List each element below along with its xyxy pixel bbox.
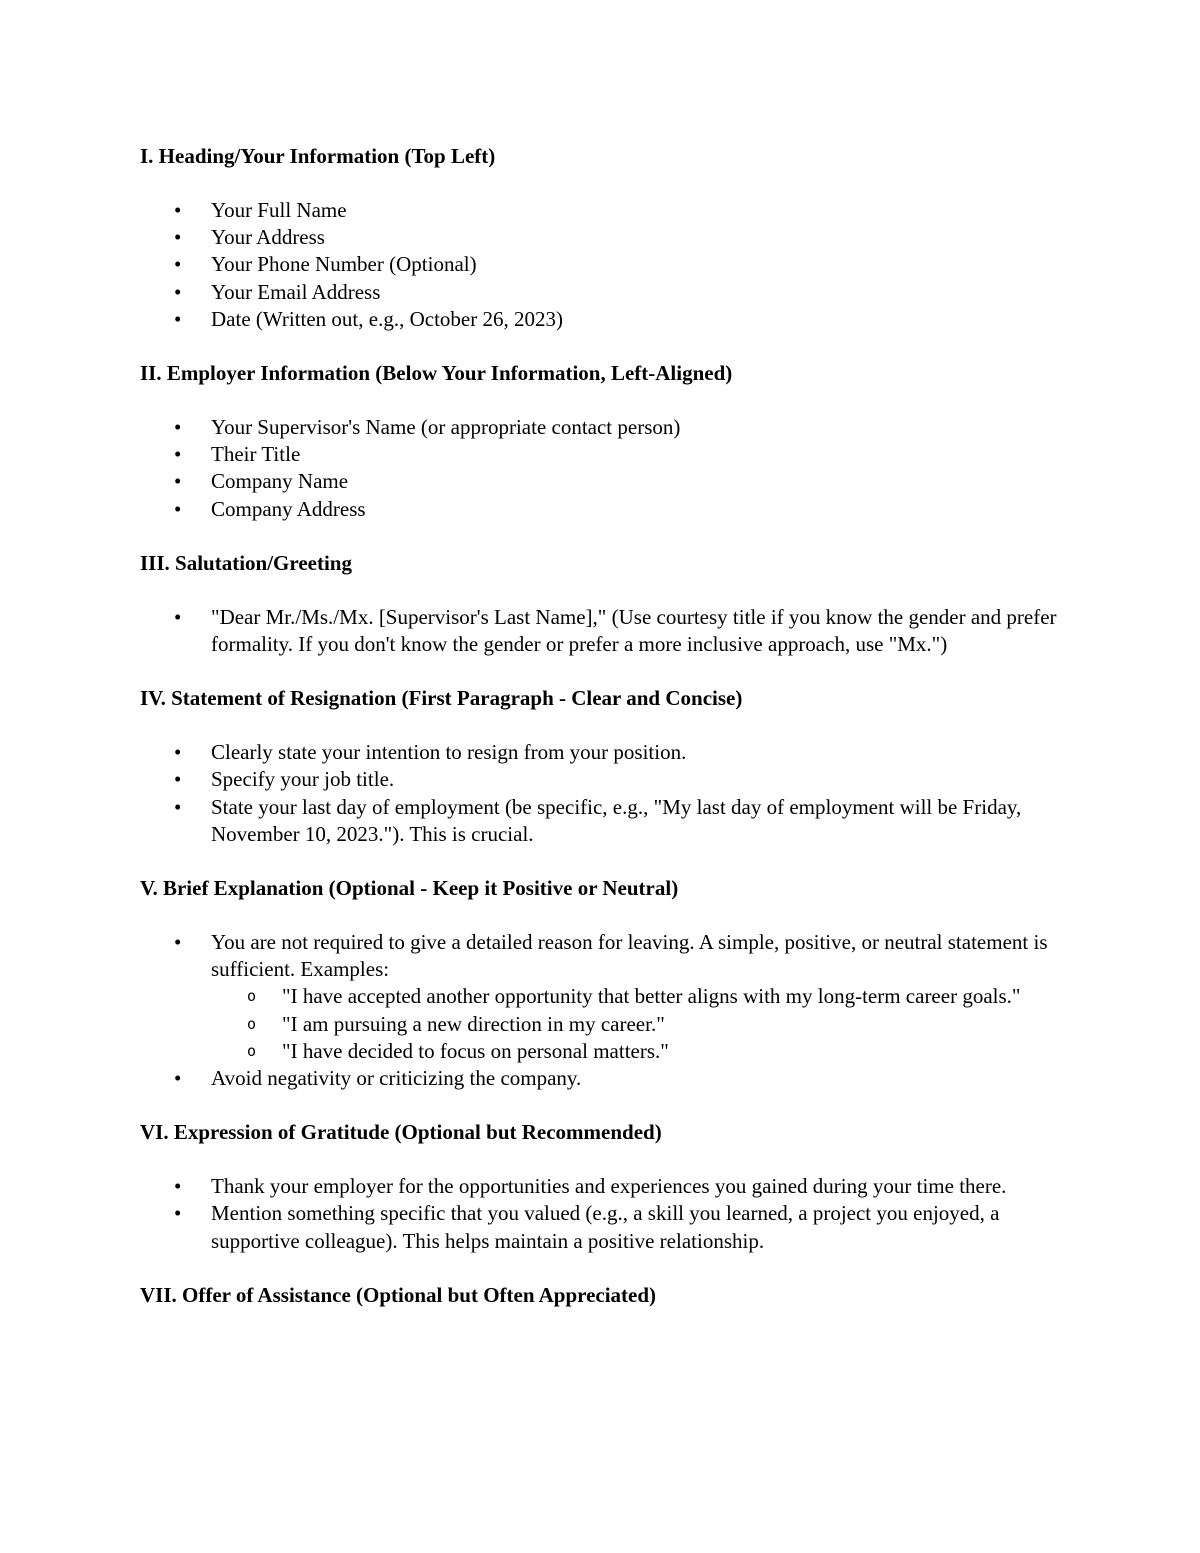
section-title: V. Brief Explanation (Optional - Keep it Positive or Neutral) — [140, 876, 679, 901]
sub-list-item: o "I am pursuing a new direction in my career." — [211, 1011, 1070, 1038]
list-item: • Company Name — [140, 468, 1070, 495]
list-item: • Your Full Name — [140, 197, 1070, 224]
section-brief-explanation — [140, 875, 1070, 1092]
sub-bullet-list — [211, 983, 1070, 1065]
list-item: • Thank your employer for the opportunities and experiences you gained during your time there. — [140, 1173, 1070, 1200]
bullet-list — [140, 604, 1070, 658]
list-item: • Date (Written out, e.g., October 26, 2023) — [140, 306, 1070, 333]
section-statement-of-resignation — [140, 685, 1070, 848]
list-item: • Your Address — [140, 224, 1070, 251]
section-title: VII. Offer of Assistance (Optional but Often Appreciated) — [140, 1282, 657, 1307]
list-item: • "Dear Mr./Ms./Mx. [Supervisor's Last Name]," (Use courtesy title if you know the gender and prefer formality. If you don't know the gender or prefer a more inclusive approach, use "Mx.") — [140, 604, 1070, 658]
bullet-list — [140, 197, 1070, 333]
section-employer-info — [140, 360, 1070, 523]
section-heading-info — [140, 143, 1070, 333]
sub-list-item: o "I have accepted another opportunity that better aligns with my long-term career goals." — [211, 983, 1070, 1010]
document-page — [140, 143, 1070, 1336]
section-salutation — [140, 550, 1070, 658]
bullet-list — [140, 1173, 1070, 1255]
bullet-list — [140, 414, 1070, 523]
bullet-list — [140, 739, 1070, 848]
bullet-list — [140, 929, 1070, 1092]
section-title: II. Employer Information (Below Your Information, Left-Aligned) — [140, 361, 733, 386]
section-title: III. Salutation/Greeting — [140, 550, 352, 575]
list-item: • Their Title — [140, 441, 1070, 468]
list-item: • State your last day of employment (be specific, e.g., "My last day of employment will be Friday, November 10, 2023."). This is crucial. — [140, 794, 1070, 848]
section-title: I. Heading/Your Information (Top Left) — [140, 144, 496, 168]
list-item: • Clearly state your intention to resign from your position. — [140, 739, 1070, 766]
section-title: VI. Expression of Gratitude (Optional but Recommended) — [140, 1120, 662, 1145]
list-item: • Your Phone Number (Optional) — [140, 251, 1070, 278]
list-item: • Mention something specific that you valued (e.g., a skill you learned, a project you enjoyed, a supportive colleague). This helps maintain a positive relationship. — [140, 1200, 1070, 1254]
list-item — [140, 929, 1070, 1065]
list-item: • Your Email Address — [140, 279, 1070, 306]
section-title: IV. Statement of Resignation (First Paragraph - Clear and Concise) — [140, 686, 743, 711]
section-expression-of-gratitude — [140, 1119, 1070, 1255]
sub-list-item: o "I have decided to focus on personal matters." — [211, 1038, 1070, 1065]
list-item: • Company Address — [140, 496, 1070, 523]
section-offer-of-assistance — [140, 1282, 1070, 1309]
list-item: • Avoid negativity or criticizing the company. — [140, 1065, 1070, 1092]
list-item-text: You are not required to give a detailed reason for leaving. A simple, positive, or neutral statement is sufficient. Examples: — [211, 930, 1048, 982]
list-item: • Your Supervisor's Name (or appropriate contact person) — [140, 414, 1070, 441]
list-item: • Specify your job title. — [140, 766, 1070, 793]
